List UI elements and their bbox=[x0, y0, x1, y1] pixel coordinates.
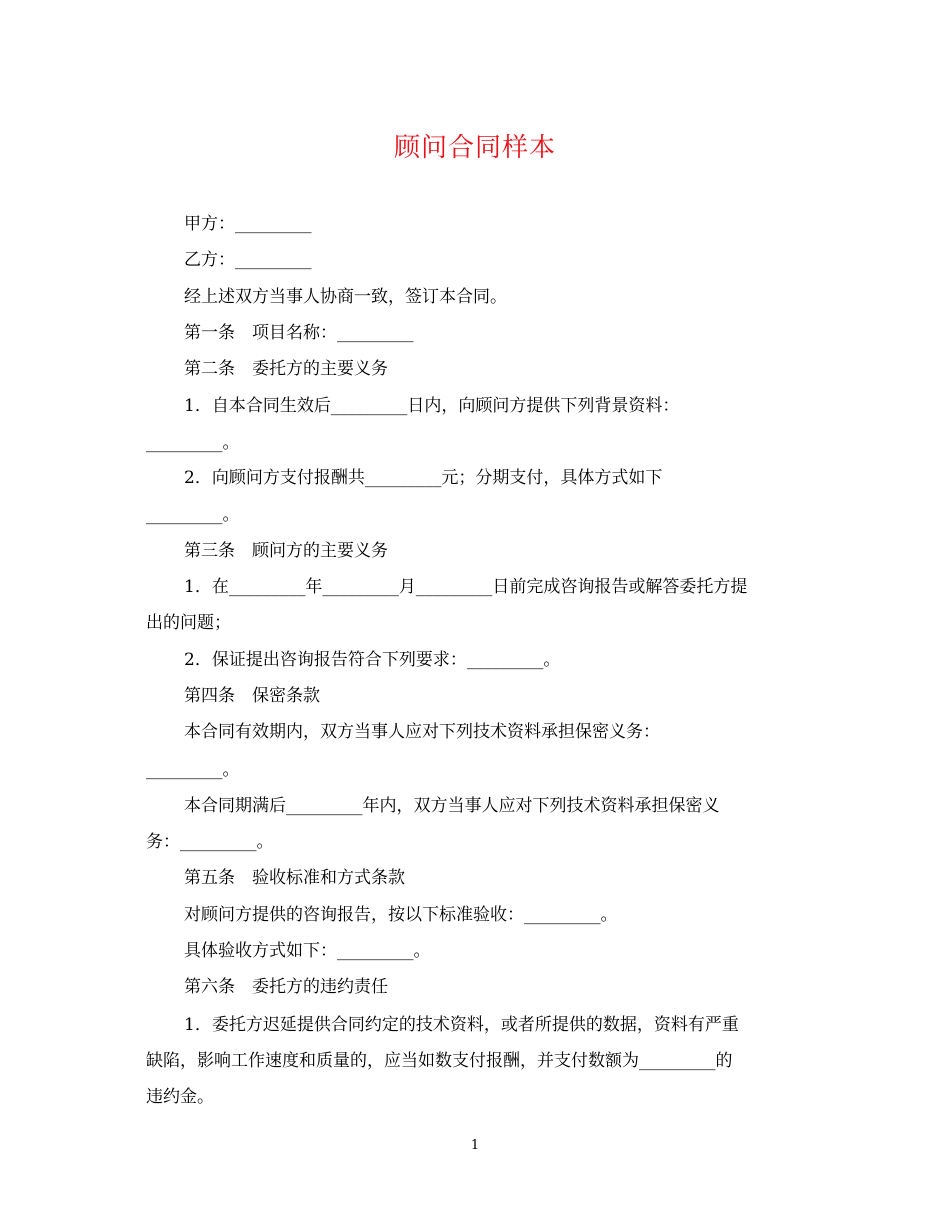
paragraph-line: 第一条 项目名称：_________ bbox=[184, 323, 414, 343]
paragraph-line: _________。 bbox=[146, 760, 240, 780]
paragraph-line: 对顾问方提供的咨询报告，按以下标准验收：_________。 bbox=[184, 905, 618, 925]
page-number: 1 bbox=[470, 1138, 480, 1153]
paragraph-line: 第六条 委托方的违约责任 bbox=[184, 977, 388, 997]
paragraph-line: 出的问题； bbox=[146, 613, 231, 633]
paragraph-line: 1．自本合同生效后_________日内，向顾问方提供下列背景资料： bbox=[184, 396, 680, 416]
paragraph-line: 第四条 保密条款 bbox=[184, 686, 320, 706]
paragraph-line: 第二条 委托方的主要义务 bbox=[184, 359, 388, 379]
paragraph-line: 经上述双方当事人协商一致，签订本合同。 bbox=[184, 287, 507, 307]
document-title: 顾问合同样本 bbox=[393, 133, 556, 163]
paragraph-line: _________。 bbox=[146, 505, 240, 525]
paragraph-line: 2．保证提出咨询报告符合下列要求：_________。 bbox=[184, 650, 561, 670]
paragraph-line: 本合同期满后_________年内，双方当事人应对下列技术资料承担保密义 bbox=[184, 796, 720, 816]
paragraph-line: 具体验收方式如下：_________。 bbox=[184, 941, 431, 961]
paragraph-line: 甲方：_________ bbox=[184, 214, 312, 234]
paragraph-line: 本合同有效期内，双方当事人应对下列技术资料承担保密义务： bbox=[184, 722, 660, 742]
paragraph-line: 1．委托方迟延提供合同约定的技术资料，或者所提供的数据，资料有严重 bbox=[184, 1015, 739, 1035]
paragraph-line: 违约金。 bbox=[146, 1087, 214, 1107]
paragraph-line: 2．向顾问方支付报酬共_________元；分期支付，具体方式如下 bbox=[184, 468, 663, 488]
paragraph-line: 1．在_________年_________月_________日前完成咨询报告或解答委托方提 bbox=[184, 577, 748, 597]
paragraph-line: 第三条 顾问方的主要义务 bbox=[184, 541, 388, 561]
paragraph-line: 第五条 验收标准和方式条款 bbox=[184, 868, 405, 888]
paragraph-line: 缺陷，影响工作速度和质量的，应当如数支付报酬，并支付数额为_________的 bbox=[146, 1051, 733, 1071]
paragraph-line: _________。 bbox=[146, 433, 240, 453]
paragraph-line: 务：_________。 bbox=[146, 832, 274, 852]
paragraph-line: 乙方：_________ bbox=[184, 250, 312, 270]
